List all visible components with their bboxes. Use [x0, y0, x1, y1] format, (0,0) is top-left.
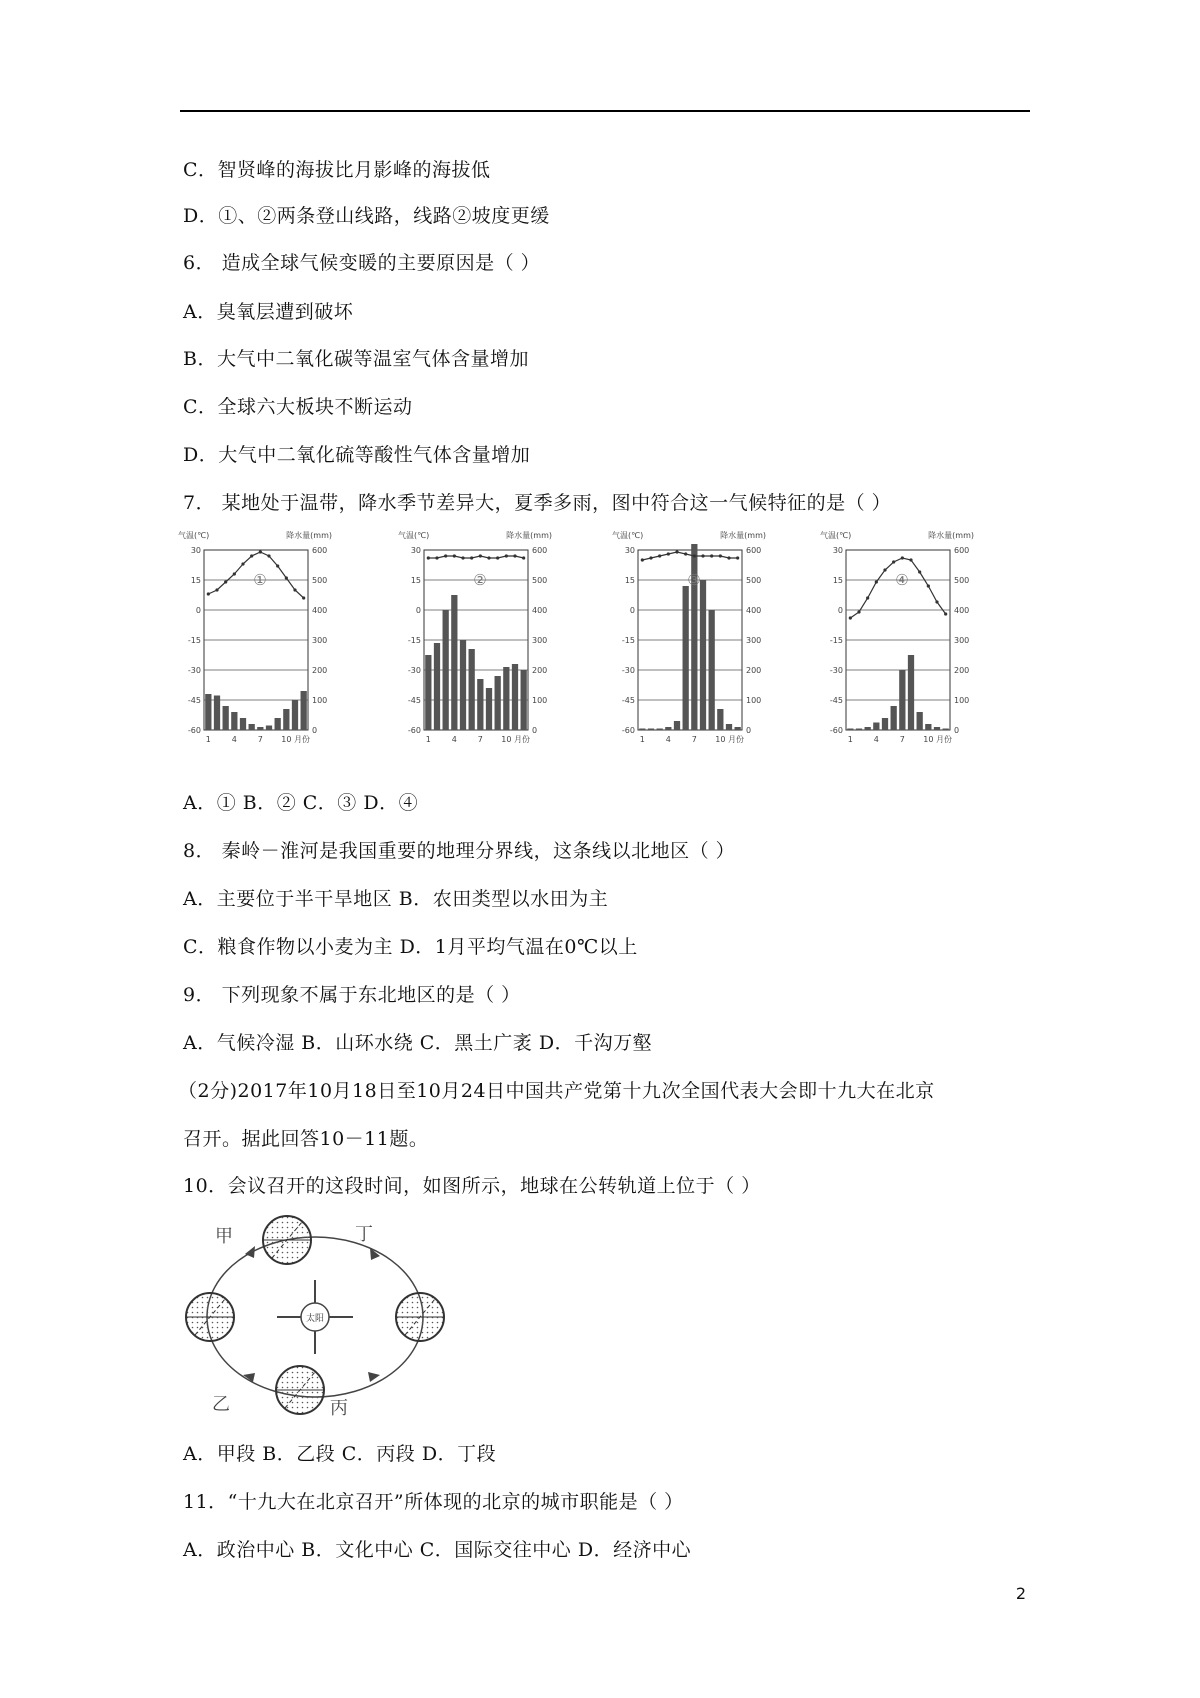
temperature-line	[428, 556, 523, 558]
month-tick-label: 7	[899, 735, 905, 744]
precip-tick-label: 600	[746, 546, 762, 555]
temperature-point	[710, 554, 713, 557]
temp-tick-label: 15	[832, 576, 843, 585]
precip-bar	[873, 723, 879, 731]
month-tick-label: 10	[281, 735, 292, 744]
temp-tick-label: 15	[190, 576, 201, 585]
precip-tick-label: 300	[954, 636, 970, 645]
precip-bar	[292, 700, 298, 730]
temperature-point	[693, 554, 696, 557]
temperature-point	[684, 552, 687, 555]
precip-tick-label: 600	[312, 546, 328, 555]
earth-bottom-icon	[276, 1366, 324, 1414]
label-bing: 丙	[330, 1398, 348, 1419]
options-10: A．甲段 B．乙段 C．丙段 D．丁段	[183, 1443, 497, 1465]
temperature-point	[658, 554, 661, 557]
precip-bar	[891, 706, 897, 730]
precip-tick-label: 300	[312, 636, 328, 645]
sun-label: 太阳	[305, 1314, 325, 1324]
climate-chart-1	[178, 528, 388, 768]
temp-tick-label: -60	[407, 726, 421, 735]
sun-icon	[277, 1280, 353, 1354]
precip-tick-label: 100	[746, 696, 762, 705]
temperature-point	[522, 556, 525, 559]
question-9: 9． 下列现象不属于东北地区的是（ ）	[183, 984, 521, 1006]
month-tick-label: 4	[665, 735, 671, 744]
precip-bar	[495, 676, 501, 730]
precip-bar	[443, 610, 449, 730]
month-tick-label: 10	[715, 735, 726, 744]
temp-tick-label: 0	[195, 606, 201, 615]
month-tick-label: 10	[501, 735, 512, 744]
temperature-point	[302, 596, 305, 599]
climate-chart-1-svg	[178, 528, 388, 768]
precip-bar	[223, 706, 229, 730]
temp-tick-label: 30	[832, 546, 843, 555]
precip-bar	[283, 709, 289, 730]
precip-tick-label: 200	[746, 666, 762, 675]
temp-tick-label: -45	[829, 696, 843, 705]
temperature-point	[470, 556, 473, 559]
precip-bar	[469, 649, 475, 730]
temperature-point	[250, 554, 253, 557]
temperature-point	[736, 556, 739, 559]
temperature-line	[642, 552, 737, 560]
precip-tick-label: 500	[312, 576, 328, 585]
label-jia: 甲	[215, 1226, 233, 1247]
precip-tick-label: 400	[532, 606, 548, 615]
temperature-point	[927, 584, 930, 587]
precip-bar	[700, 580, 706, 730]
option-6b: B．大气中二氧化碳等温室气体含量增加	[183, 348, 529, 370]
temperature-point	[479, 554, 482, 557]
temp-tick-label: -30	[407, 666, 421, 675]
temperature-point	[444, 554, 447, 557]
temperature-point	[241, 562, 244, 565]
month-tick-label: 1	[639, 735, 645, 744]
month-tick-label: 月份	[728, 735, 744, 744]
precip-bar	[266, 726, 272, 731]
temperature-point	[233, 572, 236, 575]
precip-bar	[477, 679, 483, 730]
label-ding: 丁	[355, 1224, 373, 1245]
precip-bar	[717, 709, 723, 730]
precip-bar	[674, 721, 680, 730]
temperature-point	[849, 616, 852, 619]
precip-tick-label: 100	[954, 696, 970, 705]
temperature-point	[276, 564, 279, 567]
temperature-point	[224, 580, 227, 583]
temp-tick-label: 15	[410, 576, 421, 585]
month-tick-label: 1	[847, 735, 853, 744]
options-9: A．气候冷湿 B．山环水绕 C．黑土广袤 D．千沟万壑	[183, 1032, 653, 1054]
precip-bar	[899, 670, 905, 730]
temperature-point	[901, 556, 904, 559]
precip-bar	[908, 655, 914, 730]
precip-bar	[943, 729, 949, 731]
temperature-point	[267, 554, 270, 557]
precip-bar	[460, 640, 466, 730]
question-6: 6． 造成全球气候变暖的主要原因是（ ）	[183, 252, 541, 274]
temperature-point	[875, 580, 878, 583]
precip-bar	[934, 727, 940, 730]
precip-tick-label: 0	[312, 726, 318, 735]
precip-axis-label: 降水量(mm)	[506, 531, 552, 540]
precip-tick-label: 0	[532, 726, 538, 735]
month-tick-label: 月份	[936, 735, 952, 744]
temperature-point	[505, 554, 508, 557]
temperature-point	[719, 554, 722, 557]
precip-bar	[231, 712, 237, 730]
temperature-point	[857, 610, 860, 613]
month-tick-label: 7	[257, 735, 263, 744]
temp-tick-label: -15	[829, 636, 843, 645]
temperature-point	[675, 550, 678, 553]
temp-tick-label: -45	[187, 696, 201, 705]
precip-bar	[709, 610, 715, 730]
precip-tick-label: 200	[954, 666, 970, 675]
temp-tick-label: -30	[187, 666, 201, 675]
climate-chart-3	[612, 528, 822, 768]
precip-bar	[486, 688, 492, 730]
precip-bar	[683, 586, 689, 730]
label-yi: 乙	[212, 1394, 230, 1415]
precip-bar	[882, 718, 888, 730]
passage-10-11-line2: 召开。据此回答10－11题。	[183, 1128, 429, 1150]
temp-tick-label: 30	[624, 546, 635, 555]
temp-tick-label: -60	[621, 726, 635, 735]
temp-tick-label: 30	[190, 546, 201, 555]
precip-axis-label: 降水量(mm)	[286, 531, 332, 540]
climate-chart-4-svg	[820, 528, 1030, 768]
temp-tick-label: -15	[187, 636, 201, 645]
header-rule	[180, 110, 1030, 112]
precip-bar	[240, 718, 246, 730]
precip-bar	[648, 729, 654, 731]
temperature-point	[259, 550, 262, 553]
precip-bar	[925, 724, 931, 730]
chart-marker: ③	[687, 571, 701, 589]
question-8: 8． 秦岭－淮河是我国重要的地理分界线，这条线以北地区（ ）	[183, 840, 736, 862]
climate-chart-2	[398, 528, 608, 768]
temperature-point	[944, 612, 947, 615]
chart-marker: ①	[253, 571, 267, 589]
question-11: 11．“十九大在北京召开”所体现的北京的城市职能是（ ）	[183, 1491, 684, 1513]
precip-bar	[257, 727, 263, 730]
temp-tick-label: 30	[410, 546, 421, 555]
precip-tick-label: 400	[954, 606, 970, 615]
precip-tick-label: 200	[532, 666, 548, 675]
month-tick-label: 10	[923, 735, 934, 744]
option-5c: C．智贤峰的海拔比月影峰的海拔低	[183, 159, 491, 181]
precip-tick-label: 200	[312, 666, 328, 675]
temperature-point	[427, 556, 430, 559]
precip-axis-label: 降水量(mm)	[720, 531, 766, 540]
options-8-ab: A．主要位于半干旱地区 B．农田类型以水田为主	[183, 888, 609, 910]
temp-tick-label: 15	[624, 576, 635, 585]
earth-top-icon	[263, 1216, 311, 1264]
temperature-point	[487, 556, 490, 559]
temp-axis-label: 气温(℃)	[820, 531, 852, 540]
month-tick-label: 1	[205, 735, 211, 744]
option-6a: A．臭氧层遭到破坏	[183, 301, 354, 323]
temperature-point	[892, 560, 895, 563]
precip-bar	[249, 724, 255, 730]
question-10: 10．会议召开的这段时间，如图所示，地球在公转轨道上位于（ ）	[183, 1175, 761, 1197]
month-tick-label: 1	[425, 735, 431, 744]
climate-chart-3-svg	[612, 528, 822, 768]
passage-10-11-line1: （2分)2017年10月18日至10月24日中国共产党第十九次全国代表大会即十九大在北京	[178, 1080, 935, 1102]
temperature-point	[461, 556, 464, 559]
temp-tick-label: 0	[415, 606, 421, 615]
temp-tick-label: 0	[837, 606, 843, 615]
temp-tick-label: -60	[829, 726, 843, 735]
precip-bar	[521, 670, 527, 730]
temperature-point	[435, 556, 438, 559]
temperature-point	[883, 568, 886, 571]
temperature-point	[285, 576, 288, 579]
temp-tick-label: 0	[629, 606, 635, 615]
precip-bar	[214, 696, 220, 731]
precip-tick-label: 600	[954, 546, 970, 555]
temperature-point	[207, 592, 210, 595]
temperature-point	[667, 552, 670, 555]
temp-axis-label: 气温(℃)	[398, 531, 430, 540]
precip-tick-label: 500	[954, 576, 970, 585]
precip-bar	[657, 729, 663, 731]
options-11: A．政治中心 B．文化中心 C．国际交往中心 D．经济中心	[183, 1539, 692, 1561]
month-tick-label: 月份	[294, 735, 310, 744]
temperature-point	[701, 554, 704, 557]
temp-tick-label: -45	[407, 696, 421, 705]
precip-bar	[503, 667, 509, 730]
precip-tick-label: 300	[532, 636, 548, 645]
temp-tick-label: -45	[621, 696, 635, 705]
options-7: A．① B．② C．③ D．④	[183, 792, 419, 814]
orbit-arrow-icon	[368, 1372, 380, 1382]
temp-tick-label: -15	[407, 636, 421, 645]
precip-tick-label: 100	[312, 696, 328, 705]
month-tick-label: 月份	[514, 735, 530, 744]
question-7: 7． 某地处于温带，降水季节差异大，夏季多雨，图中符合这一气候特征的是（ ）	[183, 492, 892, 514]
temp-axis-label: 气温(℃)	[178, 531, 210, 540]
precip-bar	[512, 664, 518, 730]
precip-bar	[665, 727, 671, 730]
temperature-point	[649, 556, 652, 559]
temperature-point	[909, 558, 912, 561]
month-tick-label: 7	[691, 735, 697, 744]
climate-chart-4	[820, 528, 1030, 768]
earth-orbit-svg	[180, 1210, 450, 1420]
precip-tick-label: 0	[954, 726, 960, 735]
page-number: 2	[1015, 1584, 1026, 1603]
month-tick-label: 7	[477, 735, 483, 744]
precip-bar	[451, 595, 457, 730]
temperature-point	[935, 600, 938, 603]
precip-bar	[205, 694, 211, 730]
precip-axis-label: 降水量(mm)	[928, 531, 974, 540]
temp-tick-label: -30	[621, 666, 635, 675]
orbit-arrow-icon	[245, 1246, 255, 1258]
precip-tick-label: 400	[746, 606, 762, 615]
precip-bar	[856, 729, 862, 731]
temp-tick-label: -60	[187, 726, 201, 735]
temperature-point	[918, 570, 921, 573]
chart-marker: ④	[895, 571, 909, 589]
month-tick-label: 4	[451, 735, 457, 744]
precip-bar	[847, 729, 853, 731]
temperature-point	[293, 588, 296, 591]
precip-bar	[275, 718, 281, 730]
temperature-point	[641, 558, 644, 561]
precip-tick-label: 600	[532, 546, 548, 555]
temperature-point	[215, 588, 218, 591]
earth-right-icon	[396, 1293, 444, 1341]
month-tick-label: 4	[231, 735, 237, 744]
precip-bar	[434, 643, 440, 730]
precip-tick-label: 0	[746, 726, 752, 735]
precip-bar	[865, 727, 871, 730]
precip-tick-label: 500	[746, 576, 762, 585]
temperature-point	[513, 554, 516, 557]
options-8-cd: C．粮食作物以小麦为主 D．1月平均气温在0℃以上	[183, 936, 638, 958]
temp-axis-label: 气温(℃)	[612, 531, 644, 540]
month-tick-label: 4	[873, 735, 879, 744]
precip-tick-label: 300	[746, 636, 762, 645]
temp-tick-label: -30	[829, 666, 843, 675]
chart-marker: ②	[473, 571, 487, 589]
temperature-point	[453, 554, 456, 557]
climate-chart-2-svg	[398, 528, 608, 768]
temperature-point	[866, 596, 869, 599]
precip-tick-label: 400	[312, 606, 328, 615]
precip-bar	[301, 691, 307, 730]
option-5d: D．①、②两条登山线路，线路②坡度更缓	[183, 205, 550, 227]
precip-bar	[917, 712, 923, 730]
earth-left-icon	[186, 1293, 234, 1341]
precip-bar	[425, 655, 431, 730]
precip-tick-label: 100	[532, 696, 548, 705]
precip-tick-label: 500	[532, 576, 548, 585]
temperature-point	[496, 556, 499, 559]
precip-bar	[726, 724, 732, 730]
temp-tick-label: -15	[621, 636, 635, 645]
precip-bar	[735, 727, 741, 730]
temperature-point	[727, 556, 730, 559]
option-6c: C．全球六大板块不断运动	[183, 396, 413, 418]
earth-orbit-diagram	[180, 1210, 450, 1420]
option-6d: D．大气中二氧化硫等酸性气体含量增加	[183, 444, 531, 466]
precip-bar	[639, 729, 645, 731]
